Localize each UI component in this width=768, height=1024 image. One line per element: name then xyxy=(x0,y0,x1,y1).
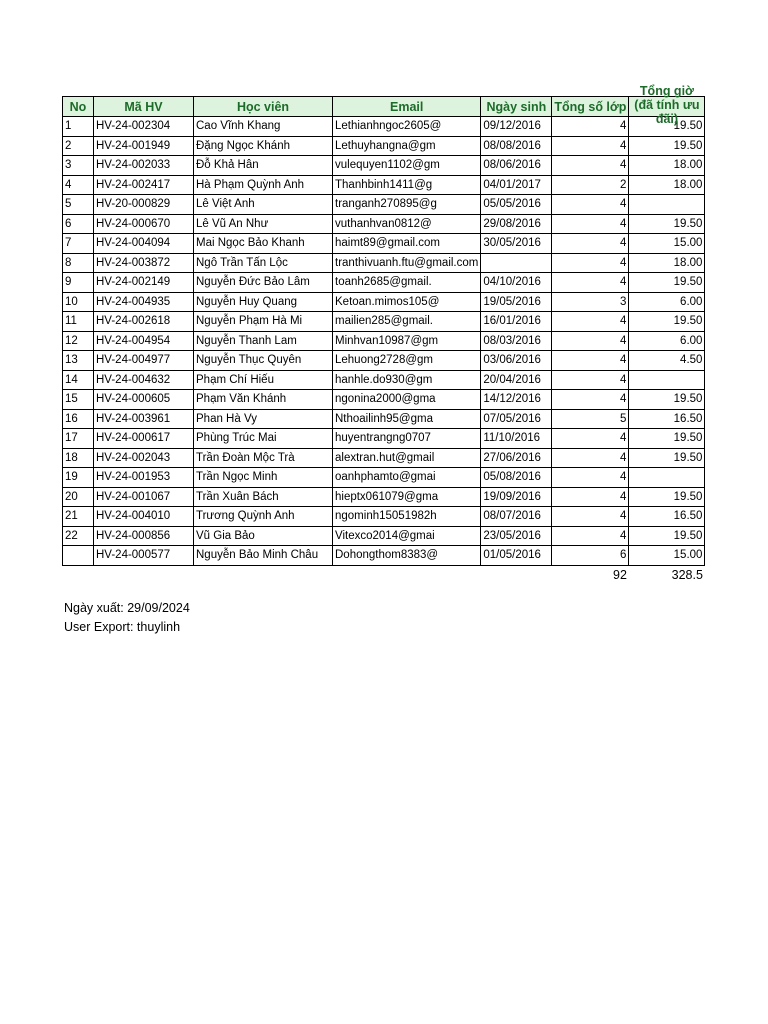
cell-no[interactable]: 10 xyxy=(63,292,94,312)
cell-no[interactable]: 22 xyxy=(63,526,94,546)
cell-total-hours[interactable] xyxy=(629,468,705,488)
cell-total-classes[interactable]: 4 xyxy=(552,448,629,468)
table-row xyxy=(63,156,705,176)
cell-student-name[interactable]: Đỗ Khả Hân xyxy=(194,156,333,176)
table-row xyxy=(63,195,705,215)
cell-student-code[interactable]: HV-24-002304 xyxy=(94,117,194,137)
cell-total-classes[interactable]: 4 xyxy=(552,214,629,234)
cell-total-classes[interactable]: 4 xyxy=(552,370,629,390)
cell-student-code[interactable]: HV-24-000605 xyxy=(94,390,194,410)
cell-student-code[interactable]: HV-24-002149 xyxy=(94,273,194,293)
cell-total-hours[interactable]: 19.50 xyxy=(629,390,705,410)
table-row xyxy=(63,214,705,234)
cell-no[interactable]: 21 xyxy=(63,507,94,527)
table-row xyxy=(63,390,705,410)
header-student-code[interactable]: Mã HV xyxy=(94,97,194,117)
cell-email[interactable]: toanh2685@gmail. xyxy=(333,273,481,293)
table-row xyxy=(63,507,705,527)
cell-no[interactable]: 20 xyxy=(63,487,94,507)
cell-student-name[interactable]: Nguyễn Thục Quyên xyxy=(194,351,333,371)
cell-total-classes[interactable]: 4 xyxy=(552,507,629,527)
cell-no[interactable]: 11 xyxy=(63,312,94,332)
header-total-hours-label: Tổng giờ (đã tính ưu đãi) xyxy=(634,84,700,126)
table-row xyxy=(63,409,705,429)
cell-total-hours[interactable] xyxy=(629,370,705,390)
cell-total-classes[interactable]: 4 xyxy=(552,234,629,254)
table-row xyxy=(63,117,705,137)
cell-total-classes[interactable]: 4 xyxy=(552,136,629,156)
cell-student-code[interactable]: HV-24-004094 xyxy=(94,234,194,254)
cell-dob[interactable]: 14/12/2016 xyxy=(481,390,552,410)
cell-total-hours[interactable]: 15.00 xyxy=(629,234,705,254)
cell-total-hours[interactable]: 19.50 xyxy=(629,487,705,507)
cell-dob[interactable]: 23/05/2016 xyxy=(481,526,552,546)
cell-no[interactable]: 13 xyxy=(63,351,94,371)
table-row xyxy=(63,273,705,293)
table-row xyxy=(63,234,705,254)
cell-student-name[interactable]: Trần Xuân Bách xyxy=(194,487,333,507)
cell-total-hours[interactable]: 6.00 xyxy=(629,331,705,351)
cell-total-classes[interactable]: 2 xyxy=(552,175,629,195)
cell-student-name[interactable]: Nguyễn Bảo Minh Châu xyxy=(194,546,333,566)
cell-student-name[interactable]: Ngô Trần Tấn Lộc xyxy=(194,253,333,273)
cell-dob[interactable]: 08/08/2016 xyxy=(481,136,552,156)
cell-student-name[interactable]: Phạm Chí Hiếu xyxy=(194,370,333,390)
cell-dob[interactable]: 19/09/2016 xyxy=(481,487,552,507)
cell-student-code[interactable]: HV-24-000670 xyxy=(94,214,194,234)
cell-email[interactable]: hieptx061079@gma xyxy=(333,487,481,507)
cell-dob[interactable]: 04/01/2017 xyxy=(481,175,552,195)
cell-email[interactable]: vuthanhvan0812@ xyxy=(333,214,481,234)
cell-email[interactable]: hanhle.do930@gm xyxy=(333,370,481,390)
table-row xyxy=(63,370,705,390)
table-row xyxy=(63,253,705,273)
cell-total-classes[interactable]: 4 xyxy=(552,487,629,507)
cell-student-name[interactable]: Nguyễn Huy Quang xyxy=(194,292,333,312)
cell-dob[interactable]: 04/10/2016 xyxy=(481,273,552,293)
cell-student-code[interactable]: HV-24-002618 xyxy=(94,312,194,332)
cell-student-name[interactable]: Nguyễn Đức Bảo Lâm xyxy=(194,273,333,293)
header-total-classes[interactable]: Tổng số lớp xyxy=(552,97,629,117)
cell-student-code[interactable]: HV-24-000856 xyxy=(94,526,194,546)
cell-no[interactable]: 8 xyxy=(63,253,94,273)
total-hours-cell[interactable]: 328.5 xyxy=(671,568,703,582)
cell-no[interactable]: 3 xyxy=(63,156,94,176)
cell-student-name[interactable]: Trương Quỳnh Anh xyxy=(194,507,333,527)
cell-email[interactable]: Lethianhngoc2605@ xyxy=(333,117,481,137)
cell-email[interactable]: ngonina2000@gma xyxy=(333,390,481,410)
student-hours-sheet xyxy=(62,84,705,585)
table-row xyxy=(63,526,705,546)
cell-dob[interactable]: 09/12/2016 xyxy=(481,117,552,137)
cell-total-hours[interactable]: 16.50 xyxy=(629,507,705,527)
cell-email[interactable]: Dohongthom8383@ xyxy=(333,546,481,566)
cell-student-code[interactable]: HV-24-000617 xyxy=(94,429,194,449)
table-row xyxy=(63,351,705,371)
cell-total-classes[interactable]: 4 xyxy=(552,156,629,176)
cell-total-hours[interactable]: 19.50 xyxy=(629,273,705,293)
cell-no[interactable]: 15 xyxy=(63,390,94,410)
cell-total-hours[interactable]: 19.50 xyxy=(629,429,705,449)
cell-total-hours[interactable]: 19.50 xyxy=(629,312,705,332)
cell-dob[interactable]: 07/05/2016 xyxy=(481,409,552,429)
cell-student-name[interactable]: Phan Hà Vy xyxy=(194,409,333,429)
cell-total-classes[interactable]: 4 xyxy=(552,273,629,293)
cell-total-classes[interactable]: 4 xyxy=(552,526,629,546)
cell-total-hours[interactable]: 19.50 xyxy=(629,214,705,234)
table-row xyxy=(63,429,705,449)
cell-student-name[interactable]: Nguyễn Thanh Lam xyxy=(194,331,333,351)
table-row xyxy=(63,136,705,156)
cell-total-classes[interactable]: 4 xyxy=(552,312,629,332)
cell-no[interactable]: 17 xyxy=(63,429,94,449)
header-no[interactable]: No xyxy=(63,97,94,117)
cell-student-code[interactable]: HV-24-002043 xyxy=(94,448,194,468)
cell-student-code[interactable]: HV-24-002033 xyxy=(94,156,194,176)
cell-email[interactable]: oanhphamto@gmai xyxy=(333,468,481,488)
cell-no[interactable] xyxy=(63,546,94,566)
cell-student-code[interactable]: HV-24-001949 xyxy=(94,136,194,156)
table-row xyxy=(63,331,705,351)
cell-student-code[interactable]: HV-24-003872 xyxy=(94,253,194,273)
cell-dob[interactable]: 27/06/2016 xyxy=(481,448,552,468)
cell-dob[interactable]: 01/05/2016 xyxy=(481,546,552,566)
cell-email[interactable]: vulequyen1102@gm xyxy=(333,156,481,176)
cell-student-name[interactable]: Đặng Ngọc Khánh xyxy=(194,136,333,156)
cell-student-code[interactable]: HV-24-002417 xyxy=(94,175,194,195)
cell-student-name[interactable]: Lê Việt Anh xyxy=(194,195,333,215)
cell-total-classes[interactable]: 4 xyxy=(552,351,629,371)
header-total-hours[interactable] xyxy=(629,84,705,126)
cell-total-classes[interactable]: 4 xyxy=(552,253,629,273)
cell-total-hours[interactable]: 18.00 xyxy=(629,175,705,195)
cell-email[interactable]: mailien285@gmail. xyxy=(333,312,481,332)
cell-student-name[interactable]: Phạm Văn Khánh xyxy=(194,390,333,410)
cell-dob[interactable]: 05/08/2016 xyxy=(481,468,552,488)
cell-no[interactable]: 16 xyxy=(63,409,94,429)
cell-email[interactable]: Minhvan10987@gm xyxy=(333,331,481,351)
cell-total-classes[interactable]: 4 xyxy=(552,429,629,449)
cell-total-hours[interactable]: 18.00 xyxy=(629,253,705,273)
cell-student-name[interactable]: Trần Ngọc Minh xyxy=(194,468,333,488)
totals-spacer xyxy=(63,565,552,585)
cell-student-name[interactable]: Trần Đoàn Mộc Trà xyxy=(194,448,333,468)
table-header-row xyxy=(63,97,705,117)
cell-no[interactable]: 12 xyxy=(63,331,94,351)
cell-student-code[interactable]: HV-24-000577 xyxy=(94,546,194,566)
total-classes-cell[interactable]: 92 xyxy=(613,568,627,582)
export-date: Ngày xuất: 29/09/2024 xyxy=(64,601,190,615)
cell-student-name[interactable]: Hà Phạm Quỳnh Anh xyxy=(194,175,333,195)
cell-student-code[interactable]: HV-20-000829 xyxy=(94,195,194,215)
cell-total-classes[interactable]: 4 xyxy=(552,331,629,351)
cell-email[interactable]: Vitexco2014@gmai xyxy=(333,526,481,546)
cell-no[interactable]: 18 xyxy=(63,448,94,468)
cell-total-hours[interactable]: 19.50 xyxy=(629,117,705,137)
cell-no[interactable]: 1 xyxy=(63,117,94,137)
cell-total-classes[interactable]: 5 xyxy=(552,409,629,429)
cell-no[interactable]: 4 xyxy=(63,175,94,195)
table-row xyxy=(63,468,705,488)
cell-email[interactable]: Lethuyhangna@gm xyxy=(333,136,481,156)
cell-student-code[interactable]: HV-24-001953 xyxy=(94,468,194,488)
cell-student-code[interactable]: HV-24-003961 xyxy=(94,409,194,429)
cell-dob[interactable]: 08/07/2016 xyxy=(481,507,552,527)
cell-dob[interactable]: 30/05/2016 xyxy=(481,234,552,254)
cell-dob[interactable]: 08/06/2016 xyxy=(481,156,552,176)
cell-no[interactable]: 14 xyxy=(63,370,94,390)
table-row xyxy=(63,175,705,195)
cell-total-classes[interactable]: 4 xyxy=(552,468,629,488)
table-row xyxy=(63,448,705,468)
cell-email[interactable]: ngominh15051982h xyxy=(333,507,481,527)
cell-email[interactable]: tranganh270895@g xyxy=(333,195,481,215)
cell-total-hours[interactable]: 19.50 xyxy=(629,448,705,468)
cell-student-name[interactable]: Cao Vĩnh Khang xyxy=(194,117,333,137)
cell-total-classes[interactable]: 6 xyxy=(552,546,629,566)
cell-email[interactable]: huyentrangng0707 xyxy=(333,429,481,449)
cell-no[interactable]: 9 xyxy=(63,273,94,293)
cell-no[interactable]: 2 xyxy=(63,136,94,156)
students-table xyxy=(62,84,705,585)
table-row xyxy=(63,487,705,507)
table-row xyxy=(63,312,705,332)
cell-student-code[interactable]: HV-24-004977 xyxy=(94,351,194,371)
cell-total-hours[interactable]: 19.50 xyxy=(629,136,705,156)
cell-dob[interactable]: 19/05/2016 xyxy=(481,292,552,312)
cell-total-classes[interactable]: 4 xyxy=(552,195,629,215)
cell-email[interactable]: alextran.hut@gmail xyxy=(333,448,481,468)
cell-dob[interactable]: 11/10/2016 xyxy=(481,429,552,449)
export-user: User Export: thuylinh xyxy=(64,620,181,634)
cell-no[interactable]: 5 xyxy=(63,195,94,215)
cell-student-name[interactable]: Lê Vũ An Như xyxy=(194,214,333,234)
cell-email[interactable]: tranthivuanh.ftu@gmail.com xyxy=(333,253,481,273)
table-row xyxy=(63,546,705,566)
cell-student-code[interactable]: HV-24-004010 xyxy=(94,507,194,527)
header-dob[interactable]: Ngày sinh xyxy=(481,97,552,117)
cell-no[interactable]: 19 xyxy=(63,468,94,488)
cell-dob[interactable]: 20/04/2016 xyxy=(481,370,552,390)
cell-total-classes[interactable]: 4 xyxy=(552,390,629,410)
cell-email[interactable]: Lehuong2728@gm xyxy=(333,351,481,371)
cell-student-name[interactable]: Mai Ngọc Bảo Khanh xyxy=(194,234,333,254)
cell-student-name[interactable]: Vũ Gia Bảo xyxy=(194,526,333,546)
totals-row xyxy=(63,565,705,585)
cell-student-code[interactable]: HV-24-004935 xyxy=(94,292,194,312)
header-student-name[interactable]: Học viên xyxy=(194,97,333,117)
cell-dob[interactable]: 08/03/2016 xyxy=(481,331,552,351)
cell-total-classes[interactable]: 4 xyxy=(552,117,629,137)
cell-dob[interactable]: 29/08/2016 xyxy=(481,214,552,234)
cell-total-hours[interactable]: 16.50 xyxy=(629,409,705,429)
cell-student-name[interactable]: Phùng Trúc Mai xyxy=(194,429,333,449)
cell-total-hours[interactable]: 6.00 xyxy=(629,292,705,312)
cell-student-code[interactable]: HV-24-001067 xyxy=(94,487,194,507)
cell-student-code[interactable]: HV-24-004954 xyxy=(94,331,194,351)
cell-dob[interactable] xyxy=(481,253,552,273)
cell-total-classes[interactable]: 3 xyxy=(552,292,629,312)
cell-dob[interactable]: 16/01/2016 xyxy=(481,312,552,332)
cell-email[interactable]: haimt89@gmail.com xyxy=(333,234,481,254)
cell-total-hours[interactable]: 4.50 xyxy=(629,351,705,371)
cell-student-name[interactable]: Nguyễn Phạm Hà Mi xyxy=(194,312,333,332)
table-row xyxy=(63,292,705,312)
cell-no[interactable]: 7 xyxy=(63,234,94,254)
cell-student-code[interactable]: HV-24-004632 xyxy=(94,370,194,390)
cell-total-hours[interactable]: 15.00 xyxy=(629,546,705,566)
cell-email[interactable]: Thanhbinh1411@g xyxy=(333,175,481,195)
cell-email[interactable]: Ketoan.mimos105@ xyxy=(333,292,481,312)
cell-dob[interactable]: 05/05/2016 xyxy=(481,195,552,215)
cell-total-hours[interactable]: 18.00 xyxy=(629,156,705,176)
cell-no[interactable]: 6 xyxy=(63,214,94,234)
cell-email[interactable]: Nthoailinh95@gma xyxy=(333,409,481,429)
cell-total-hours[interactable] xyxy=(629,195,705,215)
header-email[interactable]: Email xyxy=(333,97,481,117)
cell-dob[interactable]: 03/06/2016 xyxy=(481,351,552,371)
cell-total-hours[interactable]: 19.50 xyxy=(629,526,705,546)
